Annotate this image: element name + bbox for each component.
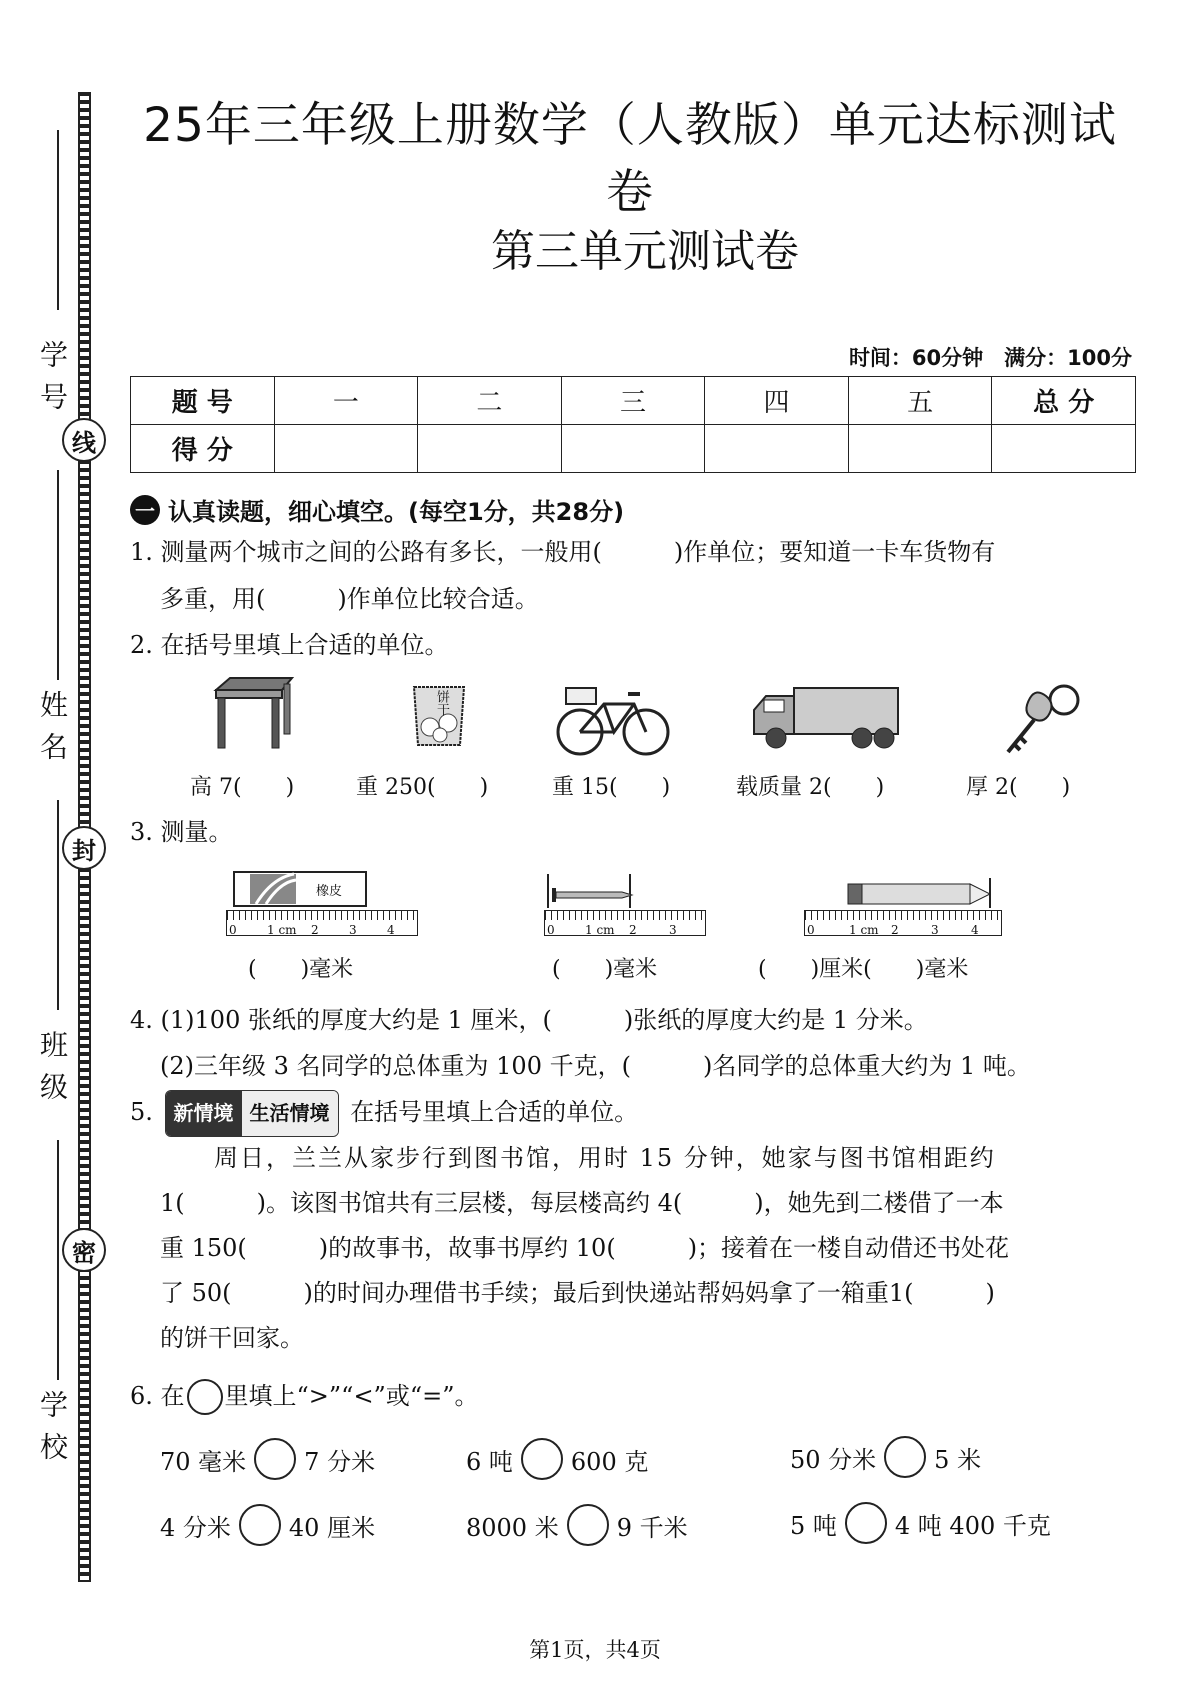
header-cell: 三 xyxy=(561,377,705,425)
q5-line-2: 1( )。该图书馆共有三层楼，每层楼高约 4( )，她先到二楼借了一本 xyxy=(160,1189,1004,1217)
q2-item-height: 高 7( ) xyxy=(190,775,295,800)
question-6-stem: 6. 在 里填上“>”“<”或“=”。 xyxy=(130,1374,478,1419)
score-cell[interactable] xyxy=(992,425,1136,473)
q3-answer-1: ( )毫米 xyxy=(248,957,354,982)
ruler-3: 0 1 cm 2 3 4 xyxy=(804,910,1002,936)
q5-line-4: 了 50( )的时间办理借书手续；最后到快递站帮妈妈拿了一箱重1( ) xyxy=(160,1279,995,1307)
page-footer: 第1页，共4页 xyxy=(529,1638,661,1662)
q3-answer-2: ( )毫米 xyxy=(552,957,658,982)
score-label: 得 分 xyxy=(131,425,275,473)
class-label: 班级 xyxy=(36,1030,69,1114)
page-title: 25年三年级上册数学（人教版）单元达标测试卷 xyxy=(143,98,1117,220)
question-4-line-1: 4. (1)100 张纸的厚度大约是 1 厘米，( )张纸的厚度大约是 1 分米。 xyxy=(130,1006,928,1034)
q5-line-5: 的饼干回家。 xyxy=(160,1324,304,1352)
seal-mi: 密 xyxy=(62,1228,106,1272)
compare-circle[interactable] xyxy=(521,1438,563,1480)
header-cell: 题 号 xyxy=(131,377,275,425)
table-icon xyxy=(212,676,296,752)
compare-circle[interactable] xyxy=(567,1504,609,1546)
compare-circle[interactable] xyxy=(845,1502,887,1544)
compare-circle[interactable] xyxy=(884,1436,926,1478)
q2-item-weight-250: 重 250( ) xyxy=(356,775,489,800)
eraser-label: 橡皮 xyxy=(316,884,343,899)
compare-item: 5 吨 4 吨 400 千克 xyxy=(790,1502,1051,1544)
bicycle-icon xyxy=(554,682,672,760)
binding-line xyxy=(57,470,59,680)
question-2-stem: 2. 在括号里填上合适的单位。 xyxy=(130,631,449,659)
q5-line-1: 周日，兰兰从家步行到图书馆，用时 15 分钟，她家与图书馆相距约 xyxy=(214,1144,996,1172)
context-tag: 新情境 生活情境 xyxy=(165,1090,339,1137)
section-heading xyxy=(130,492,624,527)
header-cell: 一 xyxy=(274,377,418,425)
question-3-stem: 3. 测量。 xyxy=(130,818,233,846)
exam-meta: 时间：60分钟 满分：100分 xyxy=(848,346,1132,370)
question-4-line-2: (2)三年级 3 名同学的总体重为 100 千克，( )名同学的总体重大约为 1 吨。 xyxy=(160,1052,1031,1080)
q5-line-3: 重 150( )的故事书，故事书厚约 10( )；接着在一楼自动借还书处花 xyxy=(160,1234,1010,1262)
circle-icon xyxy=(187,1379,223,1415)
score-cell[interactable] xyxy=(274,425,418,473)
compare-item: 70 毫米 7 分米 xyxy=(160,1438,375,1480)
q2-item-load: 载质量 2( ) xyxy=(736,775,885,800)
compare-circle[interactable] xyxy=(239,1504,281,1546)
page-subtitle: 第三单元测试卷 xyxy=(491,226,799,277)
score-cell[interactable] xyxy=(705,425,849,473)
eraser-icon xyxy=(232,868,368,908)
section-title: 认真读题，细心填空。(每空1分，共28分) xyxy=(168,498,625,526)
score-cell[interactable] xyxy=(418,425,562,473)
compare-item: 50 分米 5 米 xyxy=(790,1436,981,1478)
name-label: 姓名 xyxy=(36,690,69,774)
question-1-line-1: 1. 测量两个城市之间的公路有多长，一般用( )作单位；要知道一卡车货物有 xyxy=(130,538,996,566)
seal-feng: 封 xyxy=(62,826,106,870)
q2-item-weight-15: 重 15( ) xyxy=(552,775,671,800)
question-1-line-2: 多重，用( )作单位比较合适。 xyxy=(160,585,539,613)
school-label: 学校 xyxy=(36,1390,69,1474)
score-cell[interactable] xyxy=(848,425,992,473)
header-cell: 四 xyxy=(705,377,849,425)
header-cell: 总 分 xyxy=(992,377,1136,425)
score-value-row xyxy=(131,425,1136,473)
header-cell: 五 xyxy=(848,377,992,425)
pencil-icon xyxy=(844,876,994,908)
key-icon xyxy=(1000,682,1084,758)
seal-xian: 线 xyxy=(62,418,106,462)
biscuit-label: 饼干 xyxy=(434,690,449,716)
ruler-1: 0 1 cm 2 3 4 xyxy=(226,910,418,936)
truck-icon xyxy=(750,686,900,750)
question-5-stem: 5. 新情境 生活情境 在括号里填上合适的单位。 xyxy=(130,1090,638,1137)
binding-line xyxy=(57,1140,59,1380)
header-cell: 二 xyxy=(418,377,562,425)
student-id-label: 学号 xyxy=(36,340,69,424)
ruler-2: 0 1 cm 2 3 xyxy=(544,910,706,936)
score-header-row xyxy=(131,377,1136,425)
compare-circle[interactable] xyxy=(254,1438,296,1480)
nail-icon xyxy=(546,872,636,908)
section-number: 一 xyxy=(130,495,160,525)
binding-line xyxy=(57,800,59,1010)
compare-item: 6 吨 600 克 xyxy=(466,1438,648,1480)
q2-item-thickness: 厚 2( ) xyxy=(966,775,1071,800)
score-table xyxy=(130,376,1136,473)
q3-answer-3: ( )厘米( )毫米 xyxy=(758,957,969,982)
compare-item: 8000 米 9 千米 xyxy=(466,1504,688,1546)
score-cell[interactable] xyxy=(561,425,705,473)
compare-item: 4 分米 40 厘米 xyxy=(160,1504,375,1546)
